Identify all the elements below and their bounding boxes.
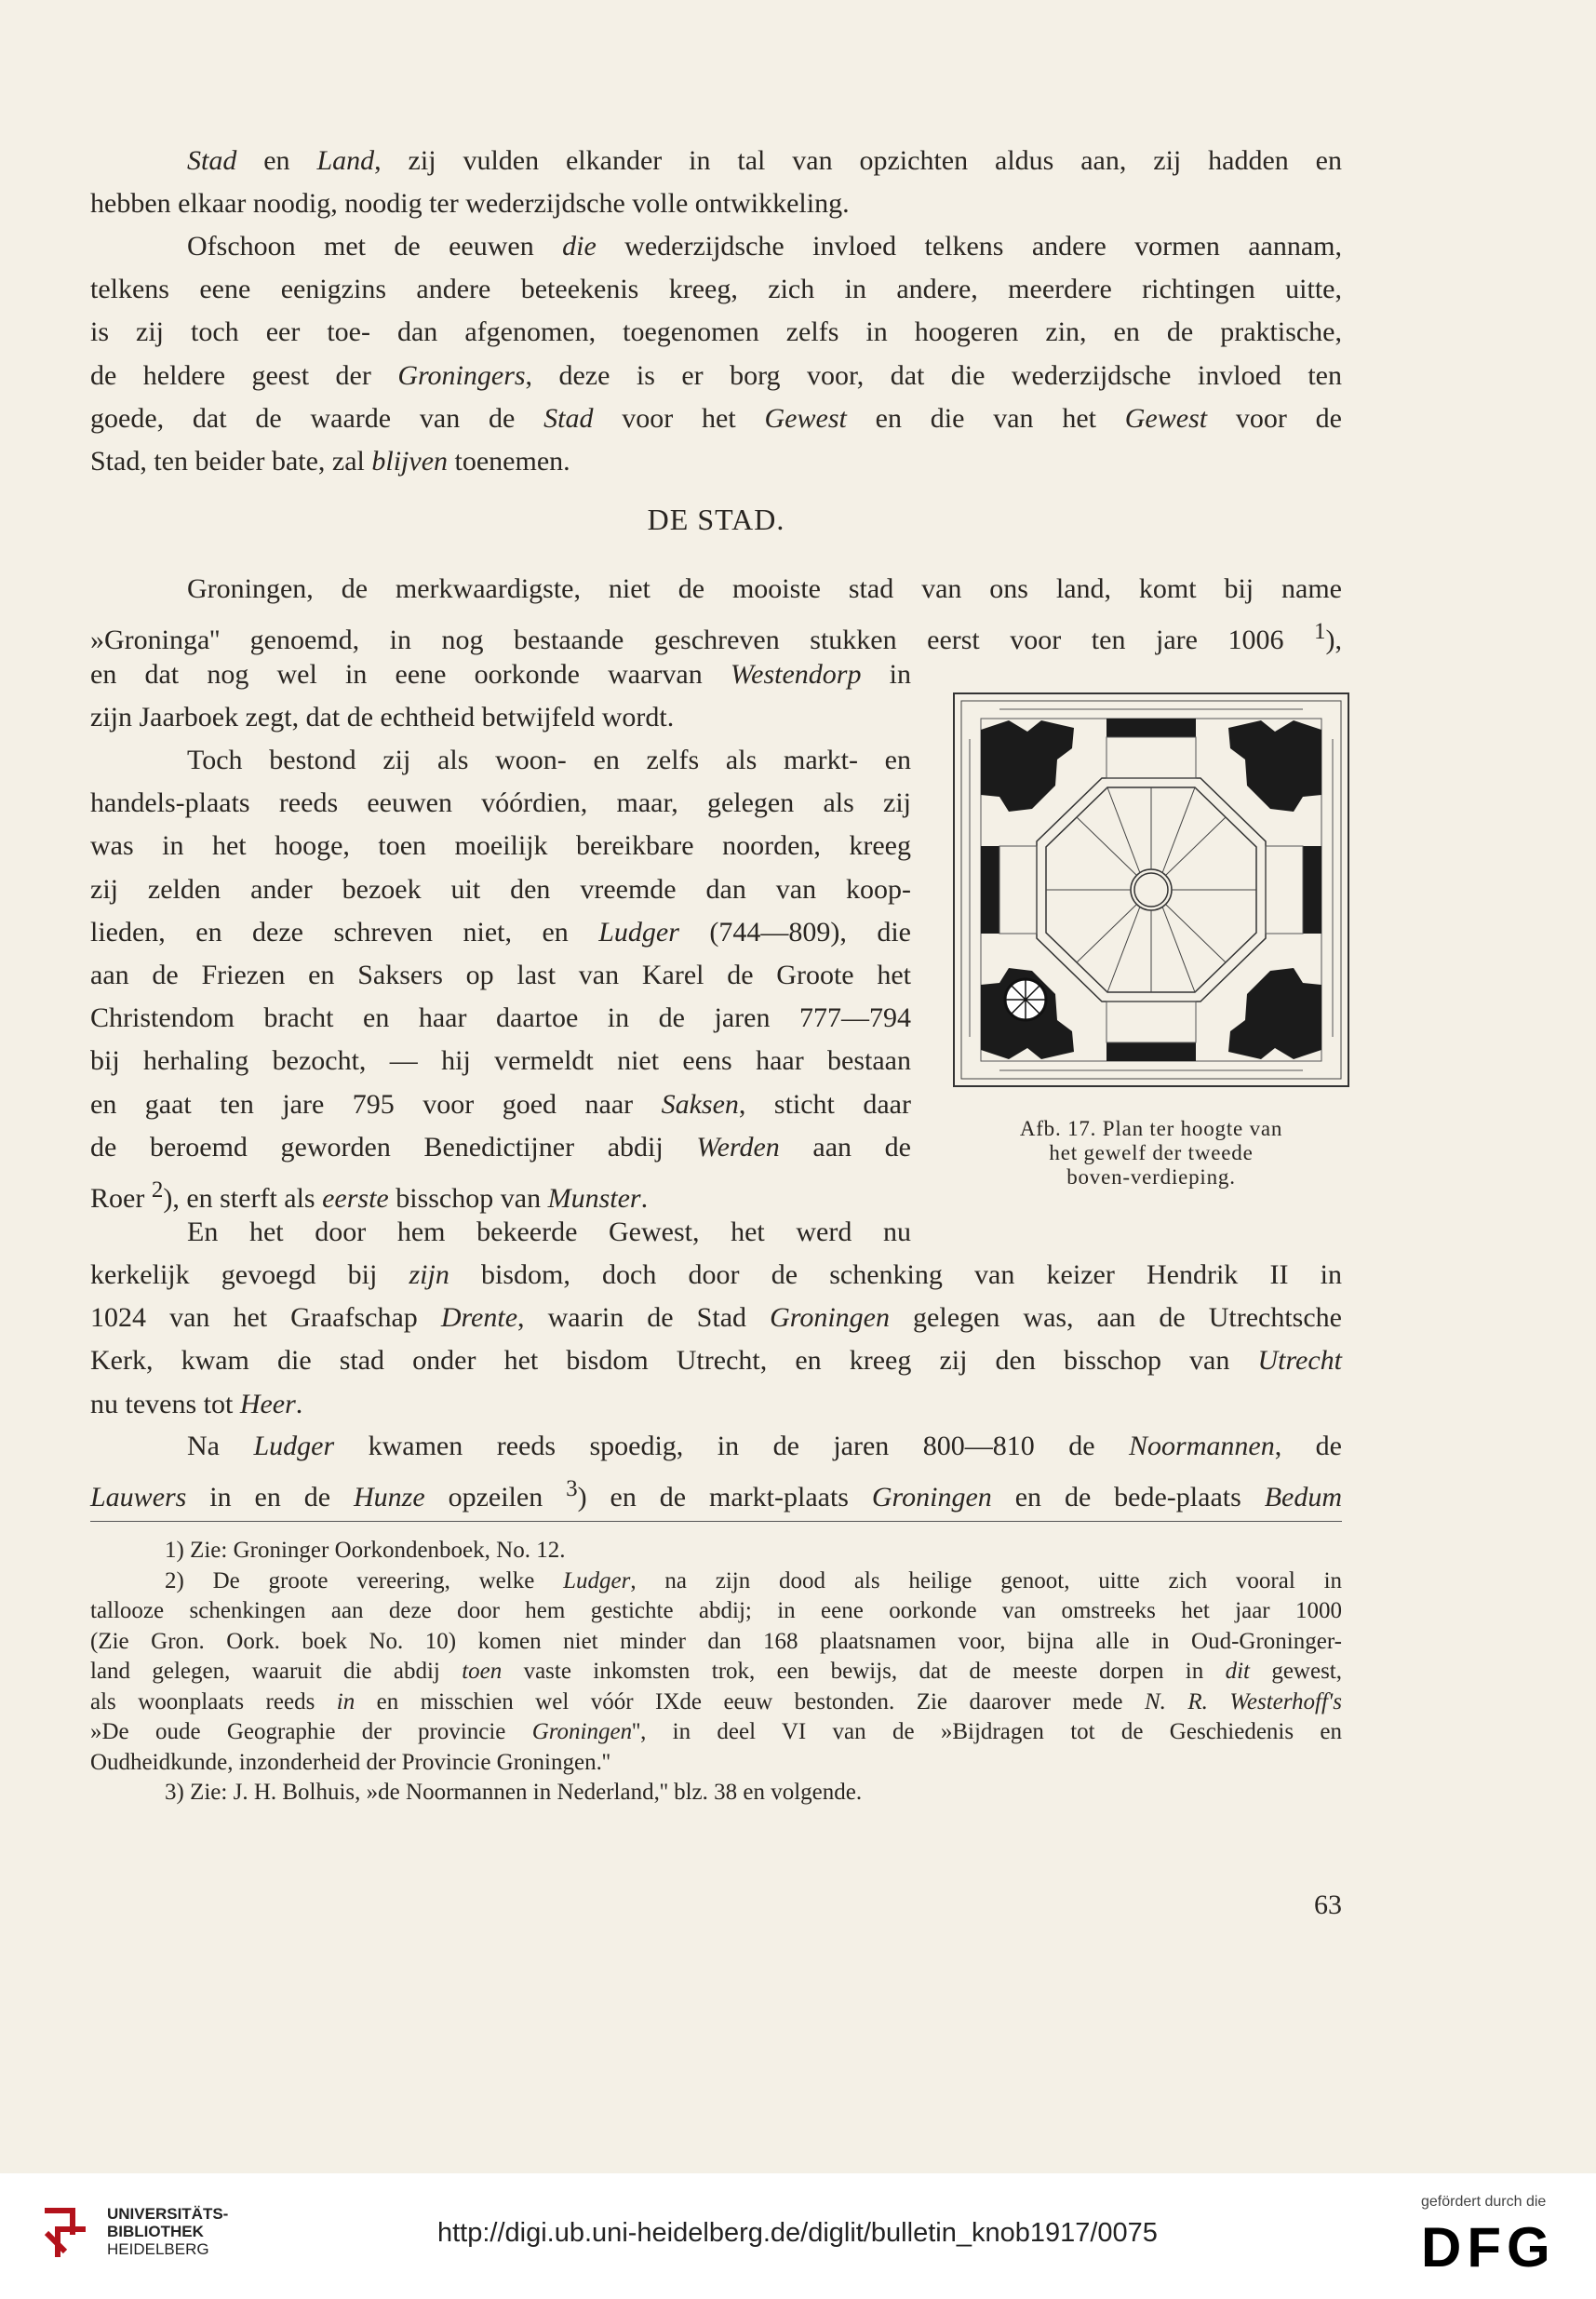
text-line: is zij toch eer toe- dan afgenomen, toegenomen zelfs in hoogeren zin, en de praktische,	[90, 316, 1342, 348]
library-name-line: BIBLIOTHEK	[107, 2223, 204, 2240]
text-line: bij herhaling bezocht, — hij vermeldt niet eens haar bestaan	[90, 1045, 911, 1077]
text-line: was in het hooge, toen moeilijk bereikbare noorden, kreeg	[90, 830, 911, 862]
text-line: Toch bestond zij als woon- en zelfs als markt- en	[187, 745, 911, 775]
paragraph-2	[90, 225, 1342, 483]
text-line: 1024 van het Graafschap Drente, waarin de Stad Groningen gelegen was, aan de Utrechtsche	[90, 1302, 1342, 1334]
university-library-logo-icon	[37, 2201, 93, 2266]
library-name	[107, 2205, 228, 2258]
text-line: Stad en Land, zij vulden elkander in tal van opzichten aldus aan, zij hadden en	[187, 145, 1342, 176]
dfg-logo: DFG	[1421, 2216, 1556, 2279]
text-line: zij zelden ander bezoek uit den vreemde dan van koop-	[90, 873, 911, 905]
text-line: En het door hem bekeerde Gewest, het werd nu	[187, 1217, 911, 1247]
floor-plan-figure	[953, 692, 1349, 1087]
library-name-line: HEIDELBERG	[107, 2240, 209, 2258]
footnote-2-line: Oudheidkunde, inzonderheid der Provincie Groningen.''	[90, 1749, 610, 1775]
footnote-3: 3) Zie: J. H. Bolhuis, »de Noormannen in Nederland,'' blz. 38 en volgende.	[165, 1780, 863, 1805]
text-line: Lauwers in en de Hunze opzeilen $^3$) en de markt-plaats Groningen en de bede-plaats Bedum	[90, 1476, 1343, 1513]
text-line: Stad, ten beider bate, zal blijven toenemen.	[90, 445, 570, 477]
footnote-divider	[90, 1521, 1342, 1522]
paragraph-1	[90, 140, 1342, 225]
permalink-url[interactable]: http://digi.ub.uni-heidelberg.de/diglit/bulletin_knob1917/0075	[437, 2218, 1158, 2248]
footnote-2-line: »De oude Geographie der provincie Groningen'', in deel VI van de »Bijdragen tot de Geschiedenis en	[90, 1719, 1342, 1744]
text-line: en gaat ten jare 795 voor goed naar Saksen, sticht daar	[90, 1088, 911, 1120]
caption-line: Afb. 17. Plan ter hoogte van	[1019, 1117, 1283, 1140]
footnote-2-line: (Zie Gron. Oork. boek No. 10) komen niet minder dan 168 plaatsnamen voor, bijna alle in Oud-Groninger-	[90, 1628, 1342, 1654]
paragraph-6	[90, 1425, 1342, 1511]
paragraph-3-narrow	[90, 653, 911, 739]
paragraph-3	[90, 568, 1342, 656]
library-name-line: UNIVERSITÄTS-	[107, 2205, 229, 2223]
footnote-2-line: land gelegen, waaruit die abdij toen vaste inkomsten trok, een bewijs, dat de meeste dorpen in dit gewest,	[90, 1659, 1342, 1684]
text-line: de heldere geest der Groningers, deze is er borg voor, dat die wederzijdsche invloed ten	[90, 359, 1342, 391]
text-line: lieden, en deze schreven niet, en Ludger (744—809), die	[90, 916, 911, 948]
text-line: zijn Jaarboek zegt, dat de echtheid betwijfeld wordt.	[90, 702, 675, 733]
text-line: kerkelijk gevoegd bij zijn bisdom, doch door de schenking van keizer Hendrik II in	[90, 1259, 1342, 1290]
floor-plan-drawing	[953, 692, 1349, 1087]
figure-caption	[942, 1117, 1361, 1190]
footer-bar	[0, 2173, 1596, 2299]
caption-line: boven-verdieping.	[1066, 1165, 1236, 1189]
section-heading: DE STAD.	[647, 503, 785, 536]
text-line: Roer $^2$), en sterft als eerste bisschop van Munster.	[90, 1176, 649, 1214]
text-line: »Groninga'' genoemd, in nog bestaande geschreven stukken eerst voor ten jare 1006 $^1$),	[90, 619, 1342, 656]
footnote-2-line: als woonplaats reeds in en misschien wel vóór IXde eeuw bestonden. Zie daarover mede N. R. Westerhoff's	[90, 1688, 1342, 1714]
text-line: Ofschoon met de eeuwen die wederzijdsche invloed telkens andere vormen aannam,	[187, 231, 1342, 262]
paragraph-5-narrow	[90, 1211, 911, 1254]
footnote-2-line: tallooze schenkingen aan deze door hem gestichte abdij; in eene oorkonde van omstreeks het jaar 1000	[90, 1598, 1342, 1623]
text-line: Christendom bracht en haar daartoe in de jaren 777—794	[90, 1002, 911, 1034]
footnote-2-line: 2) De groote vereering, welke Ludger, na zijn dood als heilige genoot, uitte zich vooral in	[165, 1567, 1343, 1593]
text-line: aan de Friezen en Saksers op last van Karel de Groote het	[90, 959, 911, 990]
page-number: 63	[1314, 1889, 1342, 1920]
footnote-1: 1) Zie: Groninger Oorkondenboek, No. 12.	[165, 1538, 566, 1563]
caption-line: het gewelf der tweede	[1049, 1141, 1254, 1164]
text-line: Na Ludger kwamen reeds spoedig, in de jaren 800—810 de Noormannen, de	[187, 1431, 1342, 1461]
text-line: Groningen, de merkwaardigste, niet de mooiste stad van ons land, komt bij name	[187, 573, 1342, 604]
text-line: nu tevens tot Heer.	[90, 1388, 303, 1419]
footnotes	[90, 1536, 1342, 1808]
paragraph-4	[90, 739, 911, 1212]
text-line: telkens eene eenigzins andere beteekenis kreeg, zich in andere, meerdere richtingen uitte,	[90, 274, 1342, 305]
text-line: en dat nog wel in eene oorkonde waarvan Westendorp in	[90, 659, 911, 690]
text-line: de beroemd geworden Benedictijner abdij Werden aan de	[90, 1131, 911, 1163]
text-line: goede, dat de waarde van de Stad voor het Gewest en die van het Gewest voor de	[90, 402, 1342, 434]
text-line: hebben elkaar noodig, noodig ter wederzijdsche volle ontwikkeling.	[90, 188, 850, 220]
text-line: handels-plaats reeds eeuwen vóórdien, maar, gelegen als zij	[90, 787, 911, 819]
text-line: Kerk, kwam die stad onder het bisdom Utrecht, en kreeg zij den bisschop van Utrecht	[90, 1345, 1342, 1377]
funder-label: gefördert durch die	[1421, 2194, 1547, 2210]
paragraph-5	[90, 1254, 1342, 1426]
